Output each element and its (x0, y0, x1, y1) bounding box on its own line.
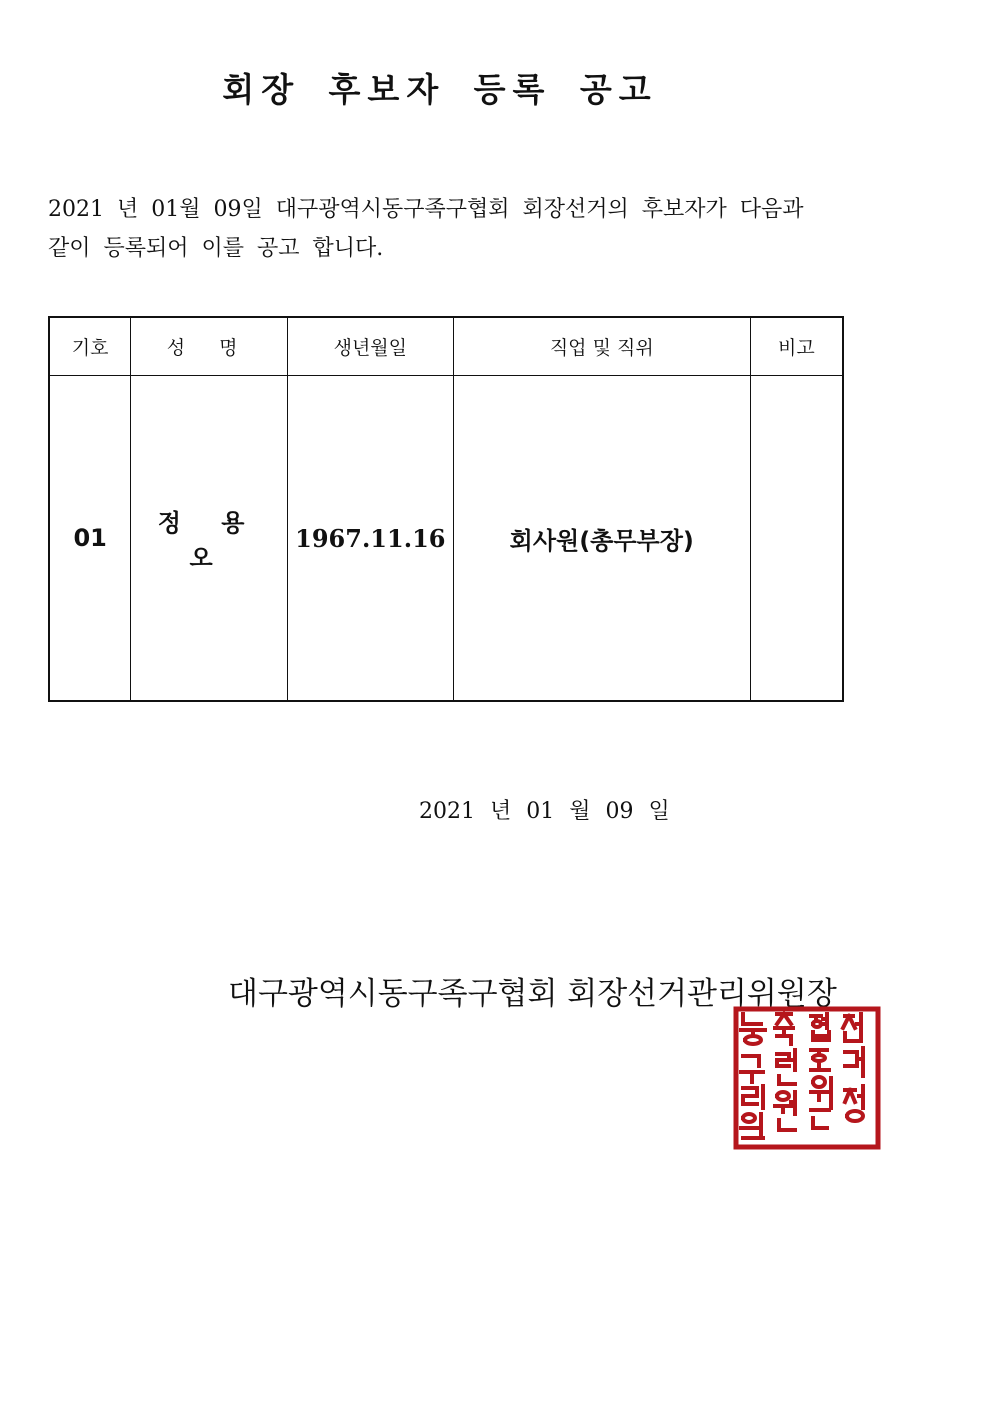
candidate-table (48, 316, 844, 702)
signer-title: 대구광역시동구족구협회 회장선거관리위원장 (228, 976, 837, 1012)
candidate-name: 정 용 오 (131, 376, 288, 702)
intro-line-1: 2021 년 01월 09일 대구광역시동구족구협회 회장선거의 후보자가 다음과 (48, 197, 804, 222)
candidate-occupation: 회사원(총무부장) (453, 376, 750, 702)
candidate-number: 01 (49, 376, 131, 702)
table-row (49, 376, 843, 702)
header-occupation: 직업 및 직위 (453, 317, 750, 376)
candidate-birth-date: 1967.11.16 (287, 376, 453, 702)
announcement-text (48, 190, 848, 268)
header-number: 기호 (49, 317, 131, 376)
page-title: 회장 후보자 등록 공고 (222, 70, 658, 109)
official-seal-stamp (733, 1006, 881, 1150)
candidate-remarks (750, 376, 843, 702)
header-remarks: 비고 (750, 317, 843, 376)
intro-line-2: 같이 등록되어 이를 공고 합니다. (48, 236, 384, 261)
header-name: 성 명 (131, 317, 288, 376)
table-header-row (49, 317, 843, 376)
header-birth-date: 생년월일 (287, 317, 453, 376)
announcement-date: 2021 년 01 월 09 일 (419, 799, 670, 824)
